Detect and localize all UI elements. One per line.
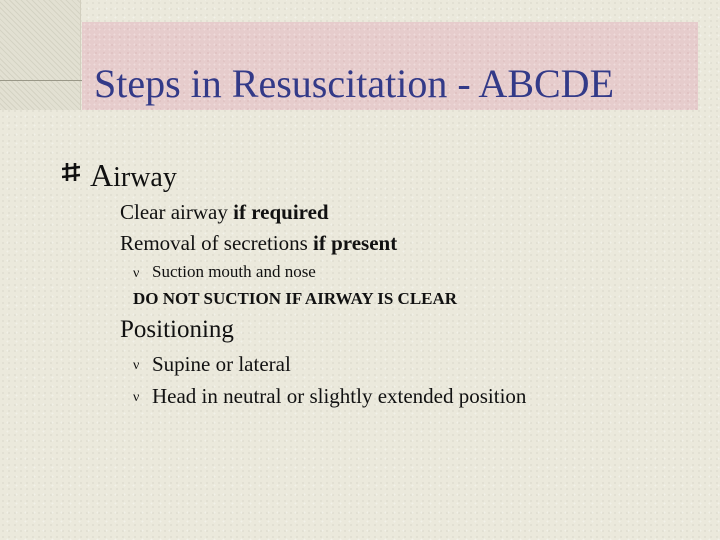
item-supine: Supine or lateral bbox=[152, 352, 291, 376]
slide-title: Steps in Resuscitation - ABCDE bbox=[94, 61, 614, 106]
nu-bullet-icon: ν bbox=[133, 390, 140, 405]
item-secretions-text: Removal of secretions bbox=[120, 231, 314, 255]
nu-bullet-icon: ν bbox=[133, 266, 140, 281]
item-positioning: Positioning bbox=[120, 316, 234, 343]
item-head: Head in neutral or slightly extended position bbox=[152, 384, 527, 408]
item-secretions bbox=[120, 231, 397, 256]
item-clear-airway-text: Clear airway bbox=[120, 200, 234, 224]
item-secretions-qualifier: if present bbox=[313, 231, 398, 255]
item-clear-airway-qualifier: if required bbox=[233, 200, 329, 224]
hash-bullet-icon bbox=[62, 162, 80, 182]
divider-line bbox=[0, 80, 84, 81]
item-clear-airway bbox=[120, 200, 329, 225]
heading-initial: A bbox=[90, 157, 114, 193]
item-suction: Suction mouth and nose bbox=[152, 262, 316, 281]
heading-airway bbox=[90, 157, 177, 194]
heading-rest: irway bbox=[113, 162, 177, 193]
left-decor-strip bbox=[0, 0, 81, 110]
warning-text: DO NOT SUCTION IF AIRWAY IS CLEAR bbox=[133, 289, 458, 308]
nu-bullet-icon: ν bbox=[133, 358, 140, 373]
